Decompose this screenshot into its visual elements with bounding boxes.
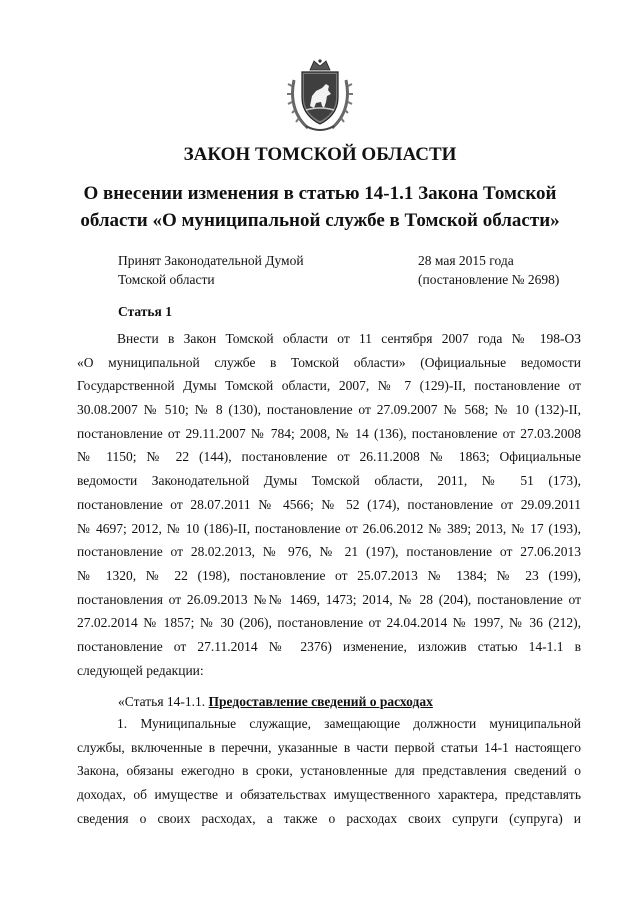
adopted-by-block (118, 251, 304, 289)
subtitle-line-1: О внесении изменения в статью 14-1.1 Закона Томской (83, 183, 557, 204)
document-subtitle (60, 180, 580, 234)
resolution-number: (постановление № 2698) (418, 272, 560, 287)
adoption-date-block (418, 251, 559, 289)
paragraph-line: Закона, обязаны ежегодно в сроки, установленные для представления сведений о (77, 763, 581, 779)
subtitle-line-2: области «О муниципальной службе в Томской области» (80, 210, 560, 231)
article-line: Внести в Закон Томской области от 11 сентября 2007 года № 198-ОЗ (117, 331, 581, 346)
article-line: постановления от 26.09.2013 №№ 1469, 1473; 2014, № 28 (204), постановление от (77, 591, 581, 607)
adoption-date: 28 мая 2015 года (418, 253, 514, 268)
article-line: Государственной Думы Томской области, 2007, № 7 (129)-II, постановление от (77, 378, 581, 394)
adopted-by-line-2: Томской области (118, 272, 215, 287)
article-line: № 1150; № 22 (144), постановление от 26.11.2008 № 1863; Официальные (77, 449, 581, 465)
article-line: следующей редакции: (77, 662, 204, 678)
article-line: постановление от 28.07.2011 № 4566; № 52 (174), постановление от 29.09.2011 (77, 496, 581, 512)
article-line: постановление от 28.02.2013, № 976, № 21 (197), постановление от 27.06.2013 (77, 544, 581, 560)
article-line: 27.02.2014 № 1857; № 30 (206), постановление от 24.04.2014 № 1997, № 36 (212), (77, 615, 581, 631)
article-1-text (77, 327, 581, 682)
paragraph-line: службы, включенные в перечни, указанные в части первой статьи 14-1 настоящего (77, 739, 581, 755)
quoted-article-number: «Статья 14-1.1. (118, 694, 206, 709)
adopted-by-line-1: Принят Законодательной Думой (118, 253, 304, 268)
tomsk-coat-of-arms-emblem (286, 58, 354, 134)
document-title: ЗАКОН ТОМСКОЙ ОБЛАСТИ (183, 144, 457, 165)
quoted-article-heading (118, 694, 433, 710)
article-line: «О муниципальной службе в Томской области» (Официальные ведомости (77, 354, 581, 370)
article-line: № 4697; 2012, № 10 (186)-II, постановление от 26.06.2012 № 389; 2013, № 17 (193), (77, 520, 581, 536)
paragraph-line: сведения о своих расходах, а также о расходах своих супруги (супруга) и (77, 810, 581, 826)
article-line: ведомости Законодательной Думы Томской области, 2011, № 51 (173), (77, 473, 581, 489)
paragraph-line: доходах, об имуществе и обязательствах имущественного характера, представлять (77, 787, 581, 803)
paragraph-line: 1. Муниципальные служащие, замещающие должности муниципальной (117, 716, 581, 731)
article-line: 30.08.2007 № 510; № 8 (130), постановление от 27.09.2007 № 568; № 10 (132)-II, (77, 402, 581, 418)
article-line: постановление от 29.11.2007 № 784; 2008, № 14 (136), постановление от 27.03.2008 (77, 425, 581, 441)
article-heading: Статья 1 (118, 304, 172, 319)
article-line: № 1320, № 22 (198), постановление от 25.07.2013 № 1384; № 23 (199), (77, 567, 581, 583)
quoted-article-title: Предоставление сведений о расходах (208, 694, 433, 709)
article-line: постановление от 27.11.2014 № 2376) изменение, изложив статью 14-1.1 в (77, 638, 581, 654)
paragraph-1-text (77, 712, 581, 830)
